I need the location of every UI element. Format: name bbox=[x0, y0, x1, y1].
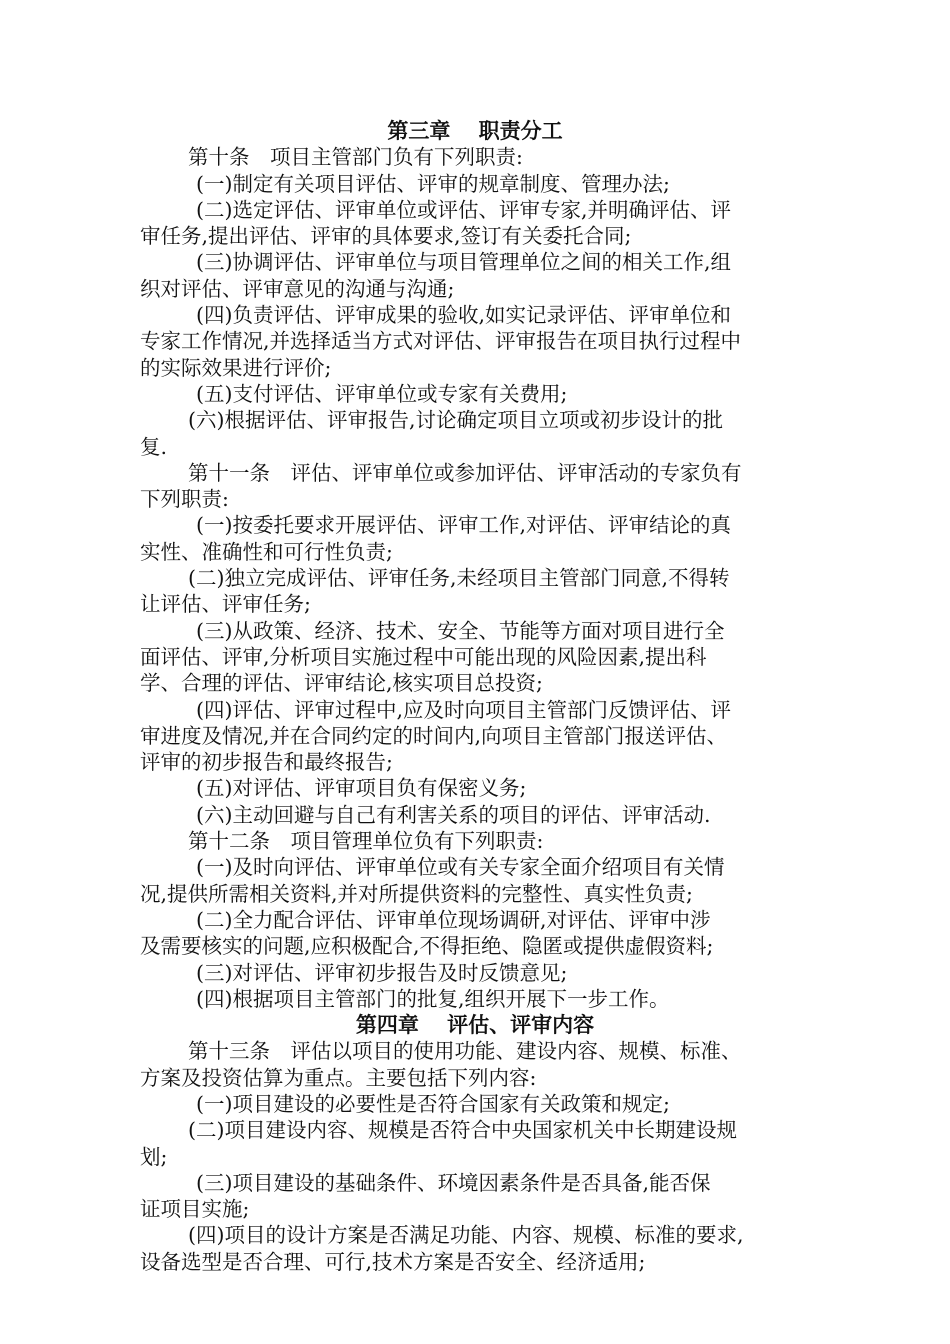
article-12-heading: 第十二条 项目管理单位负有下列职责: bbox=[188, 829, 544, 854]
paragraph-line: 下列职责: bbox=[140, 487, 229, 512]
paragraph-line: (二)选定评估、评审单位或评估、评审专家,并明确评估、评 bbox=[196, 197, 732, 222]
paragraph-line: 评审的初步报告和最终报告; bbox=[140, 750, 393, 775]
paragraph-line: 专家工作情况,并选择适当方式对评估、评审报告在项目执行过程中 bbox=[140, 329, 742, 354]
paragraph-line: 设备选型是否合理、可行,技术方案是否安全、经济适用; bbox=[140, 1249, 646, 1274]
paragraph-line: (一)按委托要求开展评估、评审工作,对评估、评审结论的真 bbox=[196, 513, 732, 538]
paragraph-line: (一)制定有关项目评估、评审的规章制度、管理办法; bbox=[196, 171, 670, 196]
paragraph-line: 划; bbox=[140, 1144, 168, 1169]
paragraph-line: 让评估、评审任务; bbox=[140, 592, 311, 617]
paragraph-line: (三)协调评估、评审单位与项目管理单位之间的相关工作,组 bbox=[196, 250, 732, 275]
paragraph-line: 面评估、评审,分析项目实施过程中可能出现的风险因素,提出科 bbox=[140, 644, 707, 669]
paragraph-line: (六)主动回避与自己有利害关系的项目的评估、评审活动. bbox=[196, 802, 711, 827]
paragraph-line: 及需要核实的问题,应积极配合,不得拒绝、隐匿或提供虚假资料; bbox=[140, 934, 714, 959]
paragraph-line: (三)从政策、经济、技术、安全、节能等方面对项目进行全 bbox=[196, 618, 725, 643]
article-11-heading: 第十一条 评估、评审单位或参加评估、评审活动的专家负有 bbox=[188, 460, 742, 485]
paragraph-line: (一)项目建设的必要性是否符合国家有关政策和规定; bbox=[196, 1091, 670, 1116]
paragraph-line: (四)项目的设计方案是否满足功能、内容、规模、标准的要求, bbox=[188, 1223, 744, 1248]
paragraph-line: 实性、准确性和可行性负责; bbox=[140, 539, 393, 564]
paragraph-line: (三)项目建设的基础条件、环境因素条件是否具备,能否保 bbox=[196, 1170, 711, 1195]
paragraph-line: 的实际效果进行评价; bbox=[140, 355, 332, 380]
paragraph-line: (三)对评估、评审初步报告及时反馈意见; bbox=[196, 960, 568, 985]
paragraph-line: (二)独立完成评估、评审任务,未经项目主管部门同意,不得转 bbox=[188, 566, 730, 591]
paragraph-line: 复. bbox=[140, 434, 168, 459]
paragraph-line: 审任务,提出评估、评审的具体要求,签订有关委托合同; bbox=[140, 224, 632, 249]
chapter-4-title: 第四章 评估、评审内容 bbox=[355, 1012, 595, 1038]
document-page bbox=[140, 118, 810, 1275]
paragraph-line: (四)评估、评审过程中,应及时向项目主管部门反馈评估、评 bbox=[196, 697, 732, 722]
paragraph-line: (六)根据评估、评审报告,讨论确定项目立项或初步设计的批 bbox=[188, 408, 724, 433]
article-13-heading: 第十三条 评估以项目的使用功能、建设内容、规模、标准、 bbox=[188, 1039, 742, 1064]
paragraph-line: 证项目实施; bbox=[140, 1197, 250, 1222]
paragraph-line: 审进度及情况,并在合同约定的时间内,向项目主管部门报送评估、 bbox=[140, 723, 728, 748]
paragraph-line: (二)项目建设内容、规模是否符合中央国家机关中长期建设规 bbox=[188, 1118, 737, 1143]
article-10-heading: 第十条 项目主管部门负有下列职责: bbox=[188, 145, 523, 170]
paragraph-line: (五)对评估、评审项目负有保密义务; bbox=[196, 776, 527, 801]
paragraph-line: (四)负责评估、评审成果的验收,如实记录评估、评审单位和 bbox=[196, 303, 732, 328]
paragraph-line: 况,提供所需相关资料,并对所提供资料的完整性、真实性负责; bbox=[140, 881, 693, 906]
paragraph-line: (二)全力配合评估、评审单位现场调研,对评估、评审中涉 bbox=[196, 907, 711, 932]
chapter-3-title: 第三章 职责分工 bbox=[387, 118, 563, 143]
paragraph-line: 织对评估、评审意见的沟通与沟通; bbox=[140, 276, 455, 301]
paragraph-line: 方案及投资估算为重点。主要包括下列内容: bbox=[140, 1065, 537, 1090]
paragraph-line: (四)根据项目主管部门的批复,组织开展下一步工作。 bbox=[196, 986, 670, 1011]
paragraph-line: 学、合理的评估、评审结论,核实项目总投资; bbox=[140, 671, 543, 696]
paragraph-line: (一)及时向评估、评审单位或有关专家全面介绍项目有关情 bbox=[196, 855, 725, 880]
paragraph-line: (五)支付评估、评审单位或专家有关费用; bbox=[196, 381, 568, 406]
